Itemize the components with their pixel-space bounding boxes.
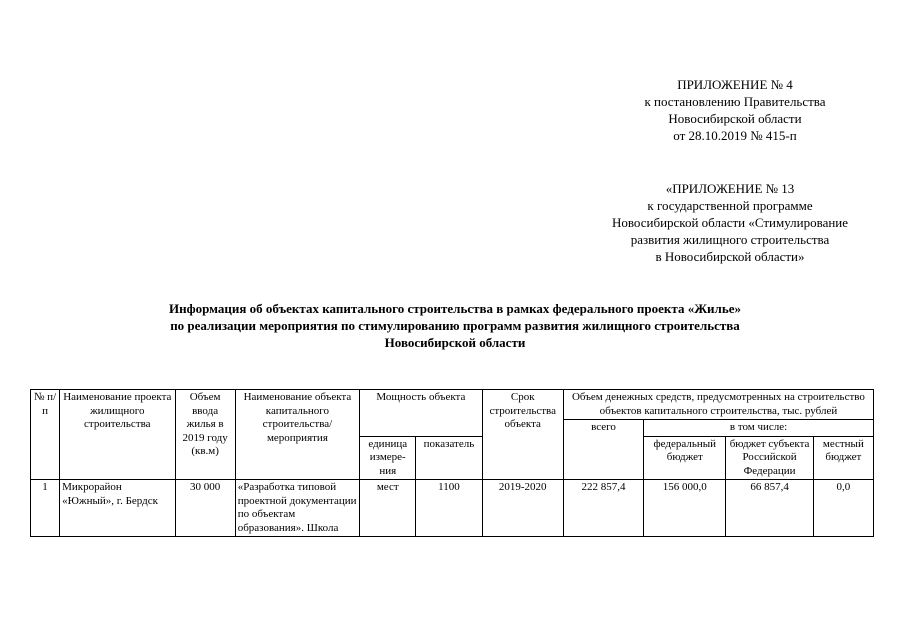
cell-federal: 156 000,0 bbox=[644, 480, 726, 537]
appendix-4-line: Новосибирской области bbox=[668, 111, 802, 126]
header-funds: Объем денежных средств, предусмотренных на строительство объектов капитального строительства, тыс. рублей bbox=[563, 390, 873, 420]
header-housing-volume: Объем ввода жилья в 2019 году (кв.м) bbox=[175, 390, 235, 480]
appendix-13-line: к государственной программе bbox=[647, 198, 813, 213]
table-row bbox=[31, 480, 874, 537]
cell-capacity-value: 1100 bbox=[416, 480, 482, 537]
cell-project-name: Микрорайон «Южный», г. Бердск bbox=[60, 480, 175, 537]
appendix-4-line: к постановлению Правительства bbox=[644, 94, 826, 109]
cell-total: 222 857,4 bbox=[563, 480, 643, 537]
appendix-13-line: развития жилищного строительства bbox=[630, 232, 830, 247]
cell-capacity-unit: мест bbox=[360, 480, 416, 537]
header-project-name: Наименование проекта жилищного строительства bbox=[60, 390, 175, 480]
capital-objects-table bbox=[30, 389, 874, 537]
header-capacity-unit: единица измере-ния bbox=[360, 436, 416, 480]
appendix-13-header bbox=[580, 180, 880, 265]
appendix-4-line: от 28.10.2019 № 415-п bbox=[673, 128, 797, 143]
header-num: № п/п bbox=[31, 390, 60, 480]
cell-term: 2019-2020 bbox=[482, 480, 563, 537]
cell-num: 1 bbox=[31, 480, 60, 537]
header-capacity: Мощность объекта bbox=[360, 390, 482, 437]
header-term: Срок строительства объекта bbox=[482, 390, 563, 480]
document-title-line: по реализации мероприятия по стимулированию программ развития жилищного строительства bbox=[170, 318, 740, 333]
document-title bbox=[40, 300, 870, 351]
document-title-line: Новосибирской области bbox=[384, 335, 526, 350]
appendix-13-line: Новосибирской области «Стимулирование bbox=[611, 215, 849, 230]
header-federal: федеральный бюджет bbox=[644, 436, 726, 480]
cell-regional: 66 857,4 bbox=[726, 480, 813, 537]
header-total: всего bbox=[563, 420, 643, 480]
cell-local: 0,0 bbox=[813, 480, 873, 537]
header-regional: бюджет субъекта Российской Федерации bbox=[726, 436, 813, 480]
header-object-name: Наименование объекта капитального строительства/ мероприятия bbox=[235, 390, 359, 480]
header-capacity-value: показатель bbox=[416, 436, 482, 480]
cell-object-name: «Разработка типовой проектной документации по объектам образования». Школа bbox=[235, 480, 359, 537]
appendix-13-line: «ПРИЛОЖЕНИЕ № 13 bbox=[665, 181, 795, 196]
table-header-row bbox=[31, 390, 874, 420]
cell-housing-volume: 30 000 bbox=[175, 480, 235, 537]
document-title-line: Информация об объектах капитального строительства в рамках федерального проекта «Жилье» bbox=[169, 301, 741, 316]
header-including: в том числе: bbox=[644, 420, 874, 437]
header-local: местный бюджет bbox=[813, 436, 873, 480]
appendix-13-line: в Новосибирской области» bbox=[655, 249, 805, 264]
appendix-4-line: ПРИЛОЖЕНИЕ № 4 bbox=[677, 77, 793, 92]
appendix-4-header bbox=[600, 76, 870, 144]
